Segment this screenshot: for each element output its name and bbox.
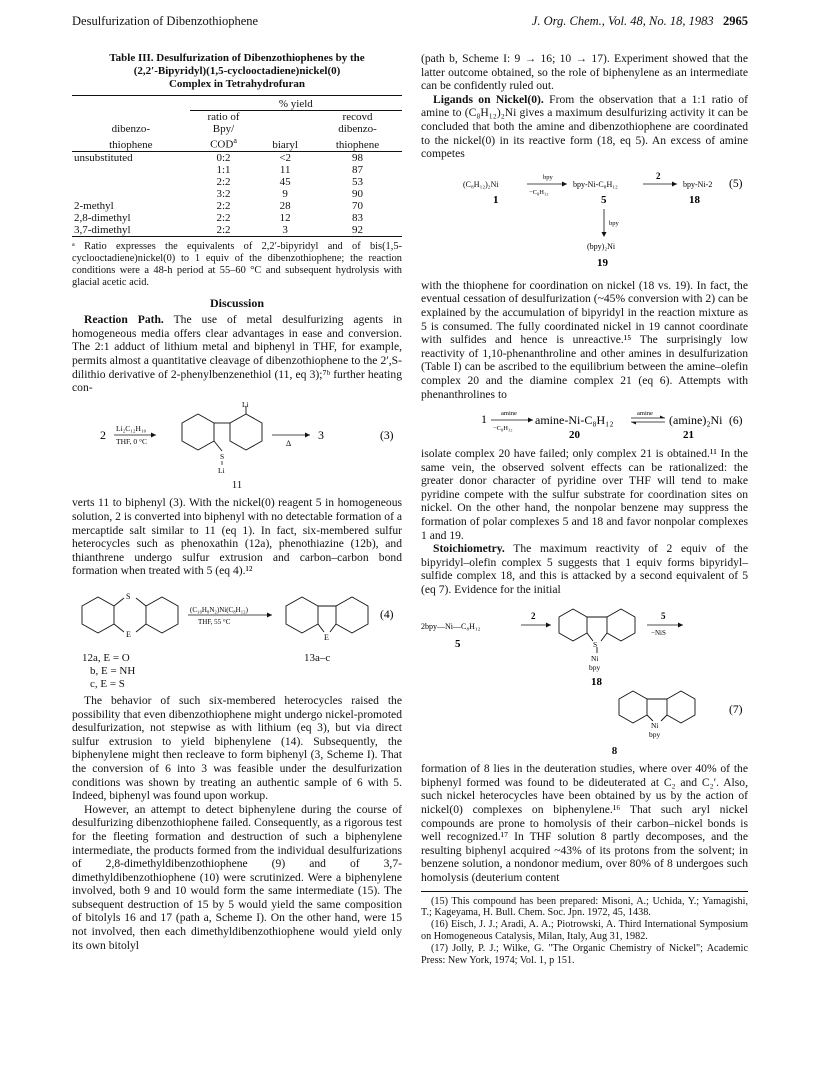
table-footnote: ᵃ Ratio expresses the equivalents of 2,2′-bipyridyl and of bis(1,5-cyclooctadiene)nickel(0) to 1 equiv of the dibenzothiophene; the reaction conditions were a 48-h period at 55–60 °C and subsequent hydrolysis with glacial acetic acid.: [72, 240, 402, 288]
paragraph: formation of 8 lies in the deuteration studies, where over 40% of the biphenyl formed was found to be dideuterated at C₂ and C₂′. Also, such nickel heterocycles have been obtained by us by the action of nickel(0) complexes on biphenylene.¹⁶ That such aryl nickel compounds are prone to homolysis of their carbon–nickel bonds is well recognized.¹⁷ In THF solution 8 partly decomposes, and the resulting biphenyl acquired ~43% of its protons from the solvent; in benzene solution, a nondonor medium, over 80% of 8 undergoes such homolysis (deuterium content: [421, 762, 748, 884]
row-name: 3,7-dimethyl: [74, 223, 131, 236]
table-caption: [72, 52, 402, 91]
eq5-below: −C₈H₁₂: [529, 188, 549, 196]
table-row: [72, 200, 402, 212]
equation-3-scheme: [72, 401, 402, 481]
paragraph-text: The maximum reactivity of 2 equiv of the bipyridyl–olefin complex 5 suggests that 1 equiv forms bipyridyl–sulfide complex 18, and this is attacked by a second equivalent of 5 (eq 7). Evidence for the initial: [421, 542, 748, 597]
eq3-conditions: THF, 0 °C: [116, 436, 147, 446]
row-ratio: 2:2: [216, 223, 231, 236]
equation-3: [72, 401, 402, 481]
eq4-arrowhead: [267, 612, 272, 617]
eq4-labels: [72, 652, 402, 694]
eq6-head-fwd: [660, 416, 665, 419]
right-column: [421, 52, 748, 966]
row-name: [72, 188, 190, 200]
eq5-bis-complex: (bpy)₂Ni: [587, 241, 616, 251]
reference-15: (15) This compound has been prepared: Misoni, A.; Uchida, Y.; Yamagishi, T.; Kageyama, H. Bull. Chem. Soc. Jpn. 1972, 45, 1438.: [421, 895, 748, 919]
paragraph: [421, 93, 748, 161]
eq3-number: (3): [380, 428, 394, 442]
eq7-label-18: 18: [591, 675, 602, 688]
eq4-e2: E: [324, 632, 329, 642]
paragraph: [421, 542, 748, 596]
runin-heading: Ligands on Nickel(0).: [433, 92, 544, 106]
product-13-structure: [286, 597, 368, 633]
col-ratio-cod: COD: [210, 138, 234, 151]
row-name: 2-methyl: [74, 199, 114, 212]
eq4-label-13: 13a–c: [304, 651, 331, 664]
left-column: [72, 52, 402, 952]
eq5-above: bpy: [543, 173, 553, 181]
col-ratio-sup: a: [233, 136, 237, 145]
header-journal: [532, 14, 748, 29]
eq4-number: (4): [380, 607, 394, 621]
runin-heading: Stoichiometry.: [433, 542, 505, 556]
eq7-bpy: bpy: [589, 662, 601, 672]
eq7-above: 2: [531, 610, 536, 621]
table-row: [72, 224, 402, 237]
eq4-label-12a: 12a, E = O: [82, 651, 130, 664]
table-row: [72, 176, 402, 188]
row-recovd: 90: [352, 187, 363, 200]
yield-header: % yield: [190, 96, 402, 111]
row-biaryl: 11: [279, 163, 291, 176]
eq7-label-8: 8: [611, 744, 618, 757]
eq3-s: S: [220, 451, 225, 461]
row-ratio: 1:1: [216, 163, 231, 176]
eq7-arrowhead-2: [678, 622, 683, 627]
eq3-reactant: 2: [100, 427, 106, 442]
eq7-number: (7): [729, 702, 743, 716]
row-biaryl: 12: [279, 211, 291, 224]
eq4-e: E: [126, 629, 131, 639]
paragraph: isolate complex 20 have failed; only complex 21 is obtained.¹¹ In the same vein, the observed solvent effects can be rationalized: the greater donor character of pyridine over THF will tend to make pyridine compete with the sulfur substrate for coordination sites on nickel. On the other hand, the nonpolar benzene may suppress the formation of polar complexes 5 and 18 and favor nonpolar complexes 1 and 19.: [421, 447, 748, 542]
reference-17: (17) Jolly, P. J.; Wilke, G. "The Organic Chemistry of Nickel"; Academic Press: New York, 1974; Vol. 1, p 151.: [421, 942, 748, 966]
eq6-head-rev: [631, 422, 636, 425]
row-recovd: 53: [352, 175, 363, 188]
heterocycle-12-structure: [82, 597, 178, 633]
paragraph: verts 11 to biphenyl (3). With the nickel(0) reagent 5 in homogeneous solution, 2 is converted into biphenyl with no detectable formation of a mercaptide salt similar to 11 (eq 1). In fact, six-membered sulfur heterocycles such as phenoxathin (12a), phenothiazine (12b), and thianthrene undergo sulfur extrusion and carbon–carbon bond formation when treated with 5 (eq 4).¹²: [72, 496, 402, 578]
row-biaryl: 3: [282, 223, 288, 236]
section-heading: Discussion: [209, 295, 265, 310]
eq6-below: −C₈H₁₂: [493, 425, 513, 433]
eq5-number: (5): [729, 176, 743, 190]
eq7-ni: Ni: [591, 653, 599, 663]
col-ratio-c: [190, 135, 258, 151]
eq3-arrowhead-2: [305, 432, 310, 437]
eq5-label-18: 18: [689, 193, 700, 206]
row-recovd: 98: [352, 151, 363, 164]
row-name: unsubstituted: [74, 151, 133, 164]
row-biaryl: 9: [282, 187, 288, 200]
table-row: [72, 151, 402, 164]
eq7-reactant: 2bpy—Ni—C₈H₁₂: [421, 621, 481, 631]
equation-6: [421, 407, 748, 441]
col-recovd-c: thiophene: [335, 138, 380, 151]
col-dibenzo-a: dibenzo-: [111, 123, 151, 135]
paragraph-text: The use of metal desulfurizing agents in homogeneous media offers clear advantages in ease and conversion. The 2:1 adduct of lithium metal and biphenyl in THF, for example, permits almost a quantitative cleavage of dibenzothiophene to the 2′,S-dilithio derivative of 2-phenylbenzenethiol (11, eq 3);⁷ᵇ further heating con-: [72, 313, 402, 395]
eq6-reactant: 1: [481, 412, 487, 427]
eq5-arrowhead-1: [562, 181, 567, 186]
eq6-label-20: 20: [569, 429, 580, 442]
equation-7-scheme: [421, 603, 748, 745]
row-recovd: 92: [352, 223, 363, 236]
eq3-product: 3: [318, 427, 324, 442]
eq5-label-19: 19: [597, 256, 608, 269]
row-biaryl: 45: [279, 175, 291, 188]
row-recovd: 83: [352, 211, 363, 224]
eq6-arrowhead: [528, 418, 533, 423]
row-ratio: 2:2: [216, 175, 231, 188]
row-biaryl: <2: [279, 151, 292, 164]
equation-4-scheme: [72, 584, 402, 646]
row-recovd: 87: [352, 163, 363, 176]
row-ratio: 2:2: [216, 199, 231, 212]
table-row: [72, 164, 402, 176]
eq3-li-top: Li: [242, 400, 249, 409]
col-ratio-b: Bpy/: [212, 123, 235, 135]
eq6-intermediate: amine-Ni-C₈H₁₂: [535, 413, 614, 428]
row-biaryl: 28: [279, 199, 291, 212]
eq5-reactant: (C₈H₁₂)₂Ni: [463, 179, 499, 189]
equation-4: [72, 584, 402, 646]
row-ratio: 3:2: [216, 187, 231, 200]
equation-6-scheme: [421, 407, 748, 441]
col-recovd-b: dibenzo-: [338, 123, 377, 135]
eq7-s: S: [593, 639, 598, 649]
eq7-label-5: 5: [455, 637, 461, 650]
equation-5: [421, 167, 748, 273]
eq4-label-12c: c, E = S: [90, 677, 125, 690]
eq4-s: S: [126, 591, 131, 601]
row-recovd: 70: [352, 199, 363, 212]
equation-5-scheme: [421, 167, 748, 273]
header-title: Desulfurization of Dibenzothiophene: [72, 14, 259, 28]
eq6-label-21: 21: [683, 429, 694, 442]
eq7-bpy2: bpy: [649, 729, 661, 739]
dilithio-structure: [182, 406, 262, 451]
page-number: 2965: [723, 14, 748, 28]
col-biaryl: biaryl: [272, 138, 298, 151]
paragraph-text: From the observation that a 1:1 ratio of amine to (C₈H₁₂)₂Ni gives a maximum desulfurizing activity it can be concluded that both the amine and dibenzothiophene are coordinated to the nickel(0) in its reactive form (18, eq 5). An excess of amine competes: [421, 92, 748, 161]
eq7-ni2: Ni: [651, 720, 659, 730]
reference-16: (16) Eisch, J. J.; Aradi, A. A.; Piotrowski, A. Third International Symposium on Homogeneous Catalysis, Milan, Italy, Aug 31, 1982.: [421, 919, 748, 942]
eq3-reagent: Li₂C₁₂H₁₀: [116, 423, 147, 433]
paragraph: (path b, Scheme I: 9 → 16; 10 → 17). Experiment showed that the latter outcome obtained, so the role of biphenylene as an intermediate can be confidently ruled out.: [421, 52, 748, 93]
col-ratio-a: ratio of: [207, 111, 240, 123]
nickelacycle-8-structure: [619, 691, 695, 723]
eq5-product: bpy-Ni-2: [683, 179, 713, 189]
eq5-above-2: 2: [656, 170, 661, 181]
table-caption-line2: (2,2′-Bipyridyl)(1,5-cyclooctadiene)nickel(0): [133, 65, 341, 77]
eq7-arrowhead-1: [546, 622, 551, 627]
eq3-label: 11: [231, 478, 243, 491]
eq5-down-label: bpy: [609, 219, 619, 227]
paragraph: [72, 313, 402, 395]
table-caption-line3: Complex in Tetrahydrofuran: [168, 78, 306, 90]
eq5-label-1: 1: [493, 193, 499, 206]
table-caption-line1: Table III. Desulfurization of Dibenzothiophenes by the: [109, 52, 365, 64]
eq6-above-2: amine: [637, 410, 653, 418]
row-ratio: 0:2: [216, 151, 231, 164]
equation-7: [421, 603, 748, 745]
eq5-arrowhead-2: [672, 181, 677, 186]
references: [421, 891, 748, 967]
runin-heading: Reaction Path.: [84, 313, 164, 327]
eq6-number: (6): [729, 414, 743, 428]
eq6-product: (amine)₂Ni: [669, 413, 723, 428]
eq5-label-5: 5: [601, 193, 607, 206]
eq4-reagent: (C₁₀H₈N₂)Ni(C₈H₁₂): [190, 605, 248, 614]
eq4-label-12b: b, E = NH: [90, 664, 136, 677]
header-journal-name: J. Org. Chem., Vol. 48, No. 18, 1983: [531, 14, 714, 28]
eq6-above: amine: [501, 410, 517, 418]
eq5-intermediate: bpy-Ni-C₈H₁₂: [573, 179, 618, 189]
eq7-above-2: 5: [661, 610, 666, 621]
table-row: [72, 188, 402, 200]
eq3-heat: Δ: [286, 438, 292, 448]
paragraph: The behavior of such six-membered heterocycles raised the possibility that even dibenzothiophene might undergo nickel-promoted desulfurization, not stepwise as with lithium (eq 3), but via direct sulfur extrusion to yield biphenylene (14). Subsequently, the biphenylene might then recleave to form biphenyl (3, Scheme I). That the conversion of 6 into 3 was feasible under the desulfurization conditions was shown by treating an authentic sample of 6 with 5. Indeed, biphenyl was found upon workup.: [72, 693, 402, 803]
col-dibenzo-b: thiophene: [109, 138, 153, 151]
row-name: [72, 176, 190, 188]
eq3-li-bottom: Li: [218, 465, 225, 475]
row-name: 2,8-dimethyl: [74, 211, 131, 224]
paragraph: However, an attempt to detect biphenylene during the course of desulfurizing dibenzothiophene failed. Consequently, as a rigorous test for the fleeting formation and destruction of such a biphenylene intermediate, the products formed from the individual desulfurizations of 2,8-dimethyldibenzothiophene (9) and of 3,7-dimethyldibenzothiophene (10) were scrutinized. Were a biphenylene involved, both 9 and 10 would form the same intermediate (15). The subsequent destruction of 15 by 5 would yield the same composition of bitolyls 16 and 17 (path a, Scheme I). On the other hand, were 15 not involved, then each dimethyldibenzothiophene would yield only its own bitolyl: [72, 802, 402, 952]
eq3-arrowhead-1: [151, 432, 156, 437]
eq5-arrowhead-down: [602, 232, 607, 237]
eq7-below-2: −NiS: [651, 628, 666, 637]
eq4-conditions: THF, 55 °C: [198, 617, 231, 626]
row-ratio: 2:2: [216, 211, 231, 224]
paragraph: with the thiophene for coordination on nickel (18 vs. 19). In fact, the eventual cessation of desulfurization (~45% conversion with 2) can be explained by the accumulation of bipyridyl in the reaction mixture as 5 is consumed. The fully coordinated nickel in 19 cannot coordinate with sulfides and hence is unreactive.¹⁵ The surprisingly low reactivity of 1,10-phenanthroline and other amines in desulfurization (Table I) can be ascribed to the equilibrium between the amine–olefin complex 20 and the diamine complex 21 (eq 6). Attempts with phenanthrolines to: [421, 278, 748, 401]
table-row: [72, 212, 402, 224]
table-iii: [72, 95, 402, 237]
col-recovd-a: recovd: [342, 111, 373, 123]
row-name: [72, 164, 190, 176]
